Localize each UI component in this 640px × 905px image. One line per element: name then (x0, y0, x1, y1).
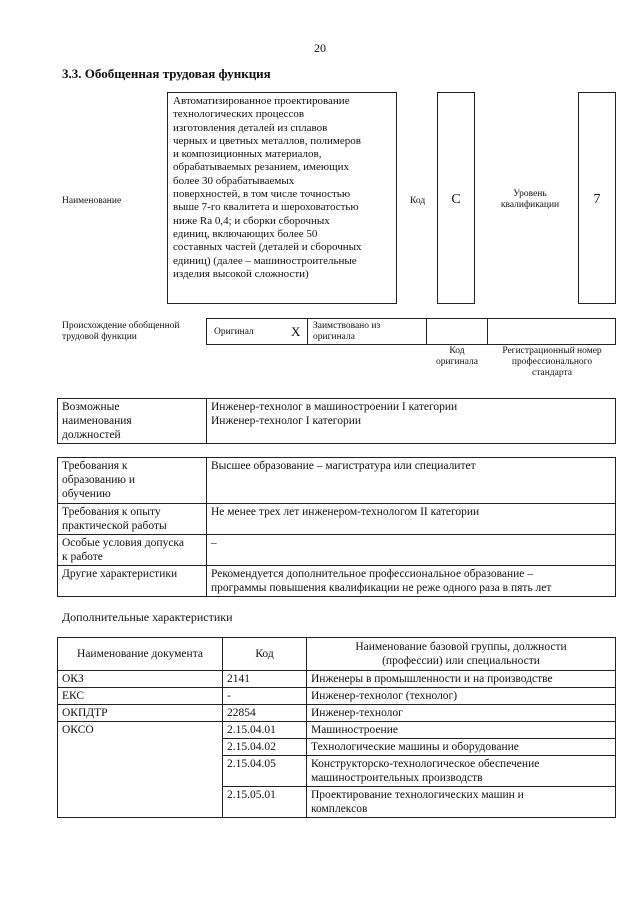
gf-code-box (437, 92, 475, 304)
table-row (58, 705, 616, 722)
group-name-cell: Инженер-технолог (307, 705, 616, 722)
table-row (58, 399, 616, 444)
req-other-value: Рекомендуется дополнительное профессиональное образование – программы повышения квалификации не реже одного раза в пять лет (207, 566, 616, 597)
req-experience-value: Не менее трех лет инженером-технологом II категории (207, 504, 616, 535)
req-conditions-value: – (207, 535, 616, 566)
doc-cell: ОКЗ (58, 671, 223, 688)
section-title: 3.3. Обобщенная трудовая функция (62, 66, 271, 81)
req-conditions-label: Особые условия допуска к работе (58, 535, 207, 566)
table-row (58, 458, 616, 504)
doc-cell: ОКСО (58, 722, 223, 818)
req-experience-label: Требования к опыту практической работы (58, 504, 207, 535)
code-cell: 2.15.05.01 (223, 787, 307, 818)
code-cell: 2.15.04.01 (223, 722, 307, 739)
code-cell: 2.15.04.02 (223, 739, 307, 756)
group-name-cell: Проектирование технологических машин и комплексов (307, 787, 616, 818)
header-document: Наименование документа (58, 638, 223, 671)
gf-name-label: Наименование (62, 196, 122, 206)
req-education-label: Требования к образованию и обучению (58, 458, 207, 504)
table-row (58, 688, 616, 705)
gf-level-label: Уровень квалификации (500, 189, 560, 210)
origin-divider-2 (426, 318, 427, 345)
code-cell: - (223, 688, 307, 705)
origin-label: Происхождение обобщенной трудовой функции (62, 321, 180, 342)
gf-code-label: Код (410, 196, 426, 206)
req-other-label: Другие характеристики (58, 566, 207, 597)
gf-name-box (167, 92, 397, 304)
group-name-cell: Инженеры в промышленности и на производстве (307, 671, 616, 688)
additional-table (57, 637, 616, 818)
positions-value: Инженер-технолог в машиностроении I категории Инженер-технолог I категории (207, 399, 616, 444)
header-code: Код (223, 638, 307, 671)
table-row (58, 722, 616, 739)
group-name-cell: Машиностроение (307, 722, 616, 739)
table-row (58, 504, 616, 535)
code-cell: 22854 (223, 705, 307, 722)
header-group-name: Наименование базовой группы, должности (профессии) или специальности (307, 638, 616, 671)
table-row (58, 566, 616, 597)
positions-label: Возможные наименования должностей (58, 399, 207, 444)
doc-cell: ЕКС (58, 688, 223, 705)
origin-box (206, 318, 616, 345)
page-number: 20 (314, 41, 326, 55)
req-education-value: Высшее образование – магистратура или специалитет (207, 458, 616, 504)
code-cell: 2.15.04.05 (223, 756, 307, 787)
origin-borrowed-label: Заимствовано из оригинала (313, 321, 381, 342)
origin-original-mark: X (291, 324, 301, 339)
doc-cell: ОКПДТР (58, 705, 223, 722)
origin-original-label: Оригинал (214, 327, 254, 337)
group-name-cell: Инженер-технолог (технолог) (307, 688, 616, 705)
code-cell: 2141 (223, 671, 307, 688)
origin-code-caption: Код оригинала (436, 346, 478, 367)
gf-level-box (578, 92, 616, 304)
table-row (58, 671, 616, 688)
table-row (58, 535, 616, 566)
origin-divider-1 (307, 318, 308, 345)
group-name-cell: Технологические машины и оборудование (307, 739, 616, 756)
additional-title: Дополнительные характеристики (62, 610, 233, 624)
positions-table (57, 398, 616, 444)
origin-reg-caption: Регистрационный номер профессионального стандарта (502, 346, 602, 378)
gf-code-value: C (451, 192, 461, 207)
gf-level-value: 7 (593, 192, 601, 207)
requirements-table (57, 457, 616, 597)
gf-name-value: Автоматизированное проектирование технологических процессов изготовления деталей из сплавов черных и цветных металлов, полимеров и композиционных материалов, обрабатываемых резанием, имеющих более 30 обрабатываемых поверхностей, в том числе точностью выше 7-го квалитета и шероховатостью ниже Ra 0,4; и сборки сборочных единиц, включающих более 50 составных частей (деталей и сборочных единиц) (далее – машиностроительные изделия высокой сложности) (173, 95, 362, 280)
origin-divider-3 (487, 318, 488, 345)
group-name-cell: Конструкторско-технологическое обеспечение машиностроительных производств (307, 756, 616, 787)
table-row (58, 638, 616, 671)
